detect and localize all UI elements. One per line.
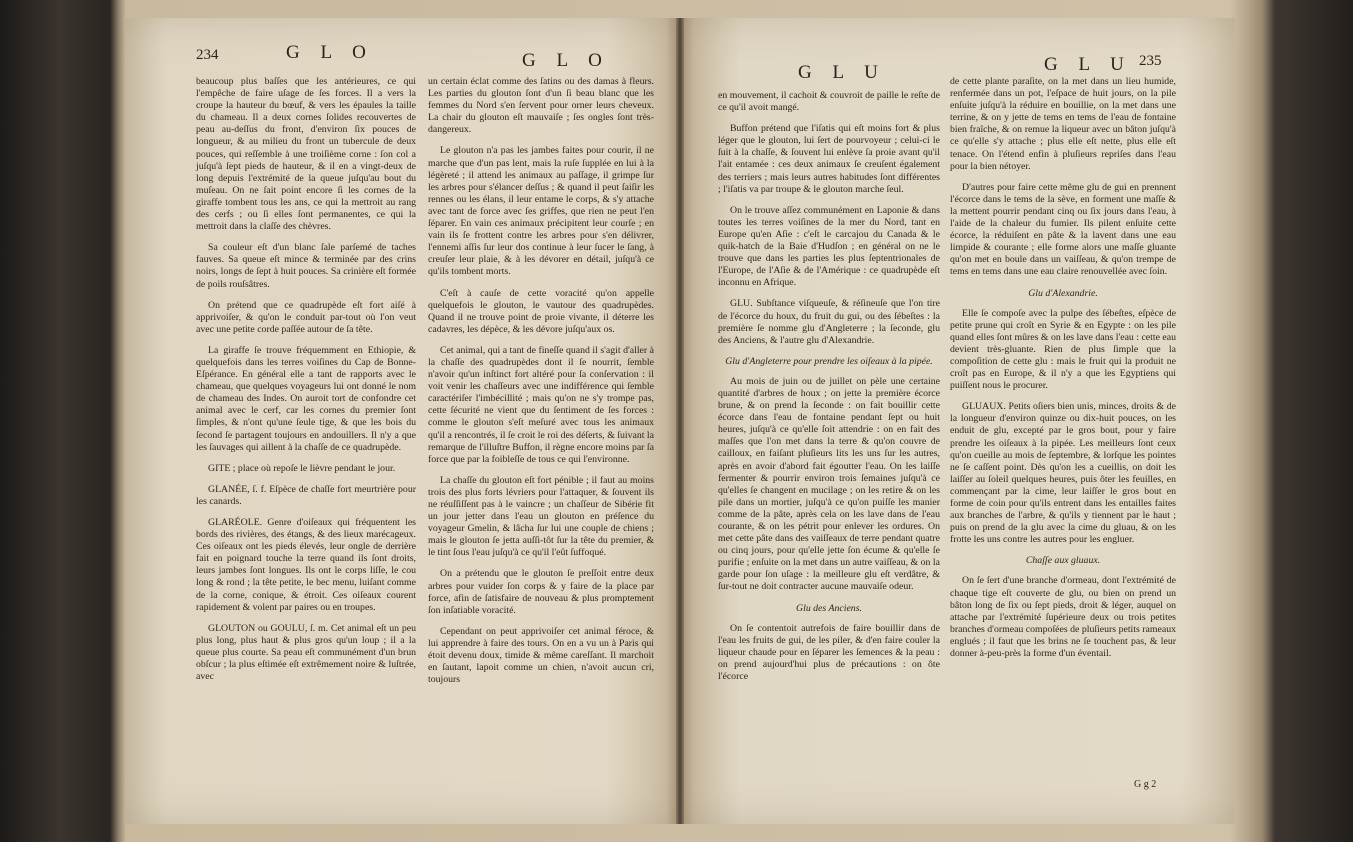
paragraph: On ſe contentoit autrefois de faire bouillir dans de l'eau les fruits de gui, de les piler, & d'en faire couler la liqueur chaude pour en ſéparer les ſemences & la peau : on prend aujourd'hui plus de précautions : on ôte l'écorce [718,622,940,683]
signature-mark: G g 2 [1134,779,1157,790]
paragraph: GITE ; place où repoſe le lièvre pendant le jour. [208,462,396,474]
paragraph: en mouvement, il cachoit & couvroit de paille le reſte de ce qu'il avoit mangé. [718,90,940,114]
left-column-2 [428,76,654,695]
paragraph: Au mois de juin ou de juillet on pèle une certaine quantité d'arbres de houx ; on jette la première écorce brune, & on prend la ſeconde : on fait bouillir cette écorce dans l'eau de fontaine pendant ſept ou huit heures, juſqu'à ce qu'elle ſoit attendrie : on en fait des maſſes que l'on met dans la terre & qu'on couvre de cailloux, en faiſant pluſieurs lits les uns ſur les autres, après en avoir d'abord fait égoutter l'eau. On les laiſſe fermenter & pourrir environ trois ſemaines juſqu'à ce qu'elles ſe changent en mucilage ; on les retire & on les pile dans un mortier, juſqu'à ce qu'on puiſſe les manier comme de la pâte, après cela on les lave dans de l'eau courante, & on les pétrit pour enlever les ordures. On met cette pâte dans des vaiſſeaux de terre pendant quatre ou cinq jours, pour qu'elle jette ſon écume & qu'elle ſe purifie ; enſuite on la met dans un autre vaiſſeau, & on la garde pour ſon uſage : la meilleure glu eſt verdâtre, & ſur-tout ne doit contracter aucune mauvaiſe odeur. [718,375,940,593]
left-headword-1: G L O [286,42,374,63]
paragraph: C'eſt à cauſe de cette voracité qu'on appelle quelquefois le glouton, le vautour des quadrupèdes. Quand il ne trouve point de proie vivante, il déterre les cadavres, les dépèce, & les dévore juſqu'aux os. [428,287,654,335]
paragraph: GLOUTON ou GOULU, ſ. m. Cet animal eſt un peu plus long, plus haut & plus gros qu'un loup ; il a la queue plus courte. Sa peau eſt communément d'un brun obſcur ; la plus eſtimée eſt extrêmement noire & luſtrée, avec [196,622,416,683]
paragraph: La chaſſe du glouton eſt fort pénible ; il faut au moins trois des plus forts lévriers pour l'attaquer, & ſouvent ils ne réuſſiſſent pas à le vaincre ; un chaſſeur de Sibérie fit un jour jetter dans l'eau un glouton en préſence du voyageur Gmelin, & lâcha ſur lui une couple de chiens ; mais le glouton ſe jetta auſſi-tôt ſur la tête du premier, & le tint ſous l'eau juſqu'à ce qu'il l'eût ſuffoqué. [428,474,654,559]
section-heading: Chaſſe aux gluaux. [1025,555,1101,567]
right-headword-1: G L U [798,62,886,83]
left-page-number: 234 [196,47,219,63]
paragraph: D'autres pour faire cette même glu de gui en prennent l'écorce dans le tems de la sève, en forment une maſſe & la mettent pourrir pendant cinq ou ſix jours dans l'eau, à l'aide de la chaleur du fumier. Ils pilent enſuite cette écorce, la réduiſent en pâte & la lavent dans une eau limpide & courante ; elle forme alors une maſſe gluante qu'on met en boule dans un vaiſſeau, & qu'on trempe de tems en tems dans une eau claire renouvellée avec ſoin. [950,181,1176,278]
paragraph: un certain éclat comme des ſatins ou des damas à fleurs. Les parties du glouton ſont d'un ſi beau blanc que les femmes du Nord s'en ſervent pour orner leurs cheveux. La chair du glouton eſt mauvaiſe ; ſes ongles ſont très-dangereux. [428,76,654,136]
section-heading: Glu des Anciens. [796,602,862,614]
paragraph: GLU. Subſtance viſqueuſe, & réſineuſe que l'on tire de l'écorce du houx, du fruit du gui, ou des ſébeſtes : la première ſe nomme glu d'Angleterre ; la ſeconde, glu des Anciens, & l'autre glu d'Alexandrie. [718,298,940,346]
paragraph: Buffon prétend que l'iſatis qui eſt moins fort & plus léger que le glouton, lui ſert de pourvoyeur ; celui-ci le ſuit à la chaſſe, & ſouvent lui enlève ſa proie avant qu'il l'ait entamée : ces deux animaux ſe creuſent également des terriers ; mais leurs autres habitudes ſont différentes ; l'iſatis va par troupe & le glouton marche ſeul. [718,123,940,195]
paragraph: GLUAUX. Petits oſiers bien unis, minces, droits & de la longueur d'environ quinze ou dix-huit pouces, on les enduit de glu, excepté par le gros bout, pour y faire prendre les oiſeaux à la pipée. Les meilleurs ſont ceux qu'on cueille au mois de ſeptembre, & lorſque les pointes ne ſe caſſent point. Dès qu'on les a cueillis, on doit les laiſſer au ſoleil quelques heures, puis ôter les feuilles, en commençant par la cime, leur laiſſer le gros bout en forme de coin pour qu'ils entrent dans les entailles faites aux branches de l'arbre, & qu'ils y tiennent par le haut ; puis on prend de la glu avec la cime du gluau, & on les frotte les uns contre les autres pour les engluer. [950,401,1176,546]
paragraph: On prétend que ce quadrupède eſt fort aiſé à apprivoiſer, & qu'on le conduit par-tout où l'on veut avec une petite corde paſſée autour de ſa tête. [196,299,416,335]
paragraph: de cette plante paraſite, on la met dans un lieu humide, renfermée dans un pot, l'eſpace de huit jours, on la pile enſuite juſqu'à la réduire en bouillie, on la met dans une terrine, & on y jette de tems en tems de l'eau de fontaine bien fraîche, & on remue la liqueur avec un bâton juſqu'à ce qu'elle s'y attache ; plus elle eſt nette, plus elle eſt tenace. On l'étend enfin à pluſieurs repriſes dans l'eau pour la bien nétoyer. [950,76,1176,172]
paragraph: Elle ſe compoſe avec la pulpe des ſébeſtes, eſpèce de petite prune qui croît en Syrie & en Egypte : on les pile quand elles ſont mûres & on les lave dans l'eau : cette eau devient très-gluante. Rien de plus ſimple que la compoſition de cette glu : mais le fruit qui la produit ne croît pas en Europe, & il n'y a que les Egyptiens qui puiſſent nous le procurer. [950,307,1176,392]
paragraph: GLARÉOLE. Genre d'oiſeaux qui fréquentent les bords des rivières, des étangs, & des lieux marécageux. Ces oiſeaux ont les pieds élevés, leur ongle de derrière fait en poignard touche la terre quand ils ſont droits, leurs jambes ſont longues. Ils ont le corps liſſe, le cou long & rond ; la tête petite, le bec menu, luiſant comme de la corne, conique, & étroit. Ces oiſeaux courent rapidement & volent par paires ou en troupes. [196,517,416,613]
book-gutter [676,18,684,824]
left-column-1 [196,76,416,692]
right-column-2 [950,76,1176,669]
right-headword-2: G L U [1044,54,1132,75]
paragraph: On le trouve aſſez communément en Laponie & dans toutes les terres voiſines de la mer du Nord, tant en Europe qu'en Aſie : c'eſt le carcajou du Canada & le quik-hatch de la Baie d'Hudſon ; en général on ne le trouve que dans les parties les plus ſeptentrionales de l'Europe, de l'Aſie & de l'Amérique : ce quadrupède eſt inconnu en Afrique. [718,204,940,289]
paragraph: GLANÉE, ſ. f. Eſpèce de chaſſe fort meurtrière pour les canards. [196,483,416,507]
paragraph: On ſe ſert d'une branche d'ormeau, dont l'extrémité de chaque tige eſt couverte de glu, ou bien on prend un bâton long de ſix ou ſept pieds, droit & léger, auquel on attache par l'extrémité ſupérieure deux ou trois petites branches d'ormeau compoſées de pluſieurs petits rameaux englués ; il faut que les brins ne ſe touchent pas, & leur donner à-peu-près la forme d'un éventail. [950,575,1176,660]
paragraph: Cet animal, qui a tant de fineſſe quand il s'agit d'aller à la chaſſe des quadrupèdes dont il ſe nourrit, ſemble n'avoir qu'un inſtinct fort altéré pour ſa conſervation : il voit venir les chaſſeurs avec une indifférence qui ſemble caractériſer l'imbécillité ; mais qu'on ne s'y trompe pas, cette ſécurité ne vient que du ſentiment de ſes forces : comme le glouton s'eſt meſuré avec tous les animaux qu'il a rencontrés, il ſe croit le roi des déſerts, & ſuivant la remarque de l'illuſtre Buffon, il règne encore moins par ſa force que par la foibleſſe de tous ce qui l'environne. [428,344,654,465]
paragraph: Cependant on peut apprivoiſer cet animal féroce, & lui apprendre à faire des tours. On en a vu un à Paris qui étoit devenu doux, timide & même careſſant. Il marchoit en ſautant, lapoit comme un chien, n'avoit aucun cri, toujours [428,625,654,686]
right-column-1 [718,90,940,692]
paragraph: Sa couleur eſt d'un blanc ſale parſemé de taches fauves. Sa queue eſt mince & terminée par des crins noirs, longs de ſept à huit pouces. Sa crinière eſt formée de poils rouſsâtres. [196,242,416,290]
paragraph: beaucoup plus baſſes que les antérieures, ce qui l'empêche de faire uſage de ſes forces. Il a vers la croupe la hauteur du bœuf, & vers les épaules la taille du chameau. Il a deux cornes ſolides recouvertes de peau au-deſſus du front, d'environ ſix pouces de longueur, & au milieu du front un tubercule de deux pouces, qui reſſemble à une troiſième corne : ſon col a juſqu'à ſept pieds de hauteur, & il en a vingt-deux de long depuis l'extrémité de la queue juſqu'au bout du muſeau. On ne ſait point encore ſi les cornes de la giraffe tombent tous les ans, ce qui la mettroit au rang des cerfs ; ou ſi elles ſont permanentes, ce qui la mettroit dans la claſſe des chèvres. [196,76,416,233]
section-heading: Glu d'Angleterre pour prendre les oiſeaux à la pipée. [725,355,933,367]
paragraph: Le glouton n'a pas les jambes faites pour courir, il ne marche que d'un pas lent, mais la ruſe ſupplée en lui à la légèreté ; il attend les animaux au paſſage, il grimpe ſur les arbres pour s'élancer deſſus ; & quand il peut ſaiſir les rennes ou les élans, il leur entame le corps, & s'y attache avec tant de force avec ſes griffes, que rien ne peut l'en ſéparer. En vain ces animaux précipitent leur courſe ; en vain ils ſe frottent contre les arbres pour s'en délivrer, l'ennemi aſſis ſur leur dos continue à leur ſucer le ſang, à creuſer leur plaie, & à les dévorer en détail, juſqu'à ce qu'ils tombent morts. [428,145,654,278]
section-heading: Glu d'Alexandrie. [1028,287,1098,299]
right-page-number: 235 [1139,53,1162,69]
paragraph: La giraffe ſe trouve fréquemment en Ethiopie, & quelquefois dans les terres voiſines du Cap de Bonne-Eſpérance. En général elle a tant de rapports avec le chameau, que quelques voyageurs lui ont donné le nom de chameau des Indes. On auroit tort de confondre cet animal avec le cerf, car les cornes du premier ſont ſimples, & n'ont qu'une ſeule tige, & que les bois du ſecond ſe partagent toujours en andouillers. Il n'y a que les ſauvages qui aillent à la chaſſe de ce quadrupède. [196,344,416,453]
left-headword-2: G L O [522,50,610,71]
paragraph: On a prétendu que le glouton ſe preſſoit entre deux arbres pour vuider ſon corps & y faire de la place par force, afin de ſatisfaire de nouveau & plus promptement ſon inſatiable voracité. [428,568,654,616]
